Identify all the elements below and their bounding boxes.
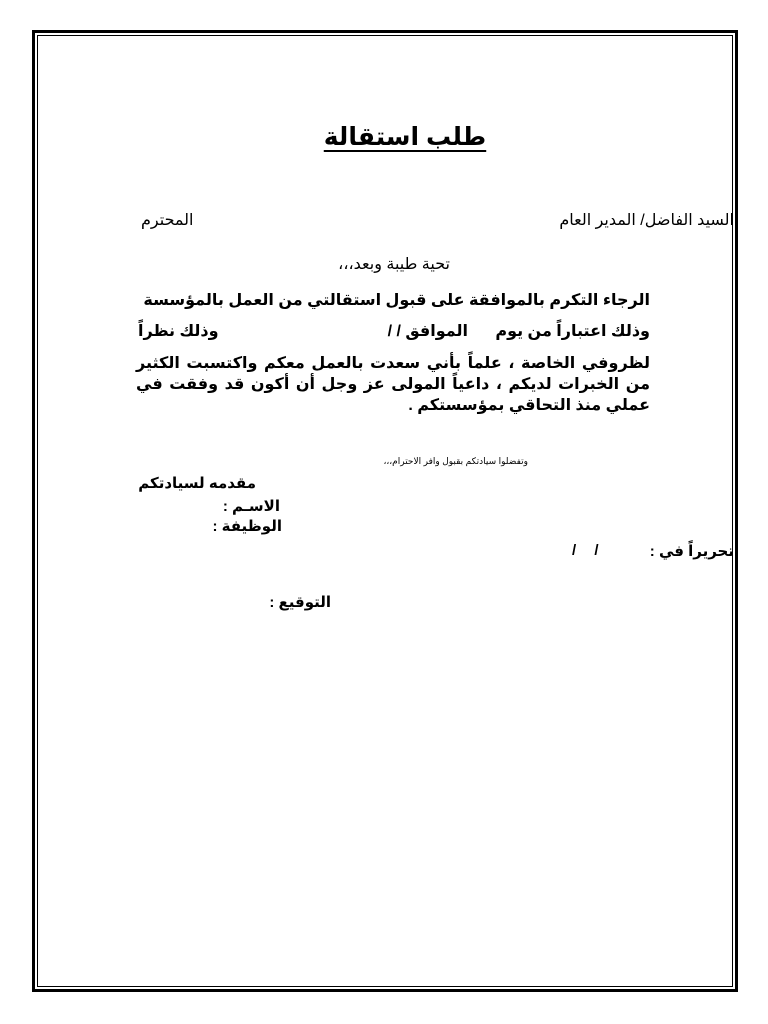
greeting: تحية طيبة وبعد،،، [338,256,450,273]
body-paragraph-3: لظروفي الخاصة ، علماً بأني سعدت بالعمل معكم واكتسبت الكثير من الخبرات لديكم ، داعياً المولى عز وجل أن أكون قد وفقت في عملي منذ التحاقي بمؤسستكم . [136,355,650,414]
signoff: مقدمه لسيادتكم [138,475,256,492]
body-paragraph-1: الرجاء التكرم بالموافقة على قبول استقالتي من العمل بالمؤسسة [143,292,650,309]
document-title: طلب استقالة [323,123,487,151]
body-start-date-text: وذلك اعتباراً من يوم [495,323,650,340]
closing-line: وتفضلوا سيادتكم بقبول وافر الاحترام،،، [383,456,528,466]
page-border-inner [37,35,733,987]
date-written-label: تحريراً في : [649,543,734,560]
honorific: المحترم [141,212,194,229]
date-written-placeholder: / / [572,542,599,559]
addressee-line: السيد الفاضل/ المدير العام [559,212,734,229]
body-reason-lead-text: وذلك نظراً [138,323,219,340]
name-field-label: الاسـم : [222,498,280,515]
signature-label: التوقيع : [269,594,331,611]
job-field-label: الوظيفة : [212,518,282,535]
body-corresponding-date-text: الموافق / / [387,323,468,340]
